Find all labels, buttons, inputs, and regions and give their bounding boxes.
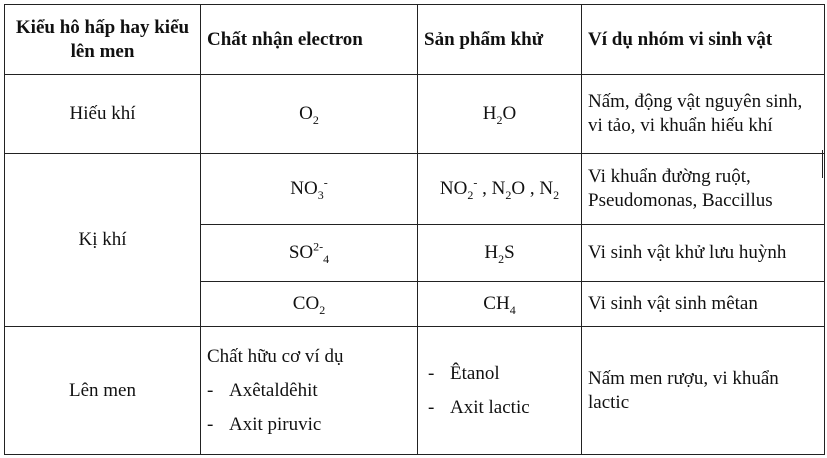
list-item: - Axit piruvic — [207, 413, 322, 435]
table-row — [5, 327, 825, 455]
type-cell: Hiếu khí — [5, 75, 201, 154]
type-cell: Kị khí — [5, 154, 201, 327]
type-cell: Lên men — [5, 327, 201, 455]
header-examples: Ví dụ nhóm vi sinh vật — [582, 5, 825, 75]
product-cell: $H_2S$ — [418, 225, 582, 282]
examples-cell: Nấm, động vật nguyên sinh, vi tảo, vi khuẩn hiếu khí — [582, 75, 825, 154]
list-item: - Êtanol — [428, 362, 500, 384]
header-row — [5, 5, 825, 75]
header-product: Sản phẩm khử — [418, 5, 582, 75]
examples-cell: Vi sinh vật sinh mêtan — [582, 282, 825, 327]
list-item: - Axêtaldêhit — [207, 379, 318, 401]
acceptor-cell: $O_2$ — [201, 75, 418, 154]
acceptor-cell: $SO^{2-}_4$ — [201, 225, 418, 282]
header-acceptor: Chất nhận electron — [201, 5, 418, 75]
examples-cell: Nấm men rượu, vi khuẩn lactic — [582, 327, 825, 455]
acceptor-cell: Chất hữu cơ ví dụ - Axêtaldêhit - Axit piruvic — [201, 327, 418, 455]
examples-cell: Vi sinh vật khử lưu huỳnh — [582, 225, 825, 282]
examples-cell: Vi khuẩn đường ruột, Pseudomonas, Baccillus — [582, 154, 825, 225]
product-cell: $NO_2^-$ , $N_2O$ , $N_2$ — [418, 154, 582, 225]
product-cell: $H_2O$ — [418, 75, 582, 154]
table-row — [5, 154, 825, 225]
text-cursor — [822, 150, 823, 178]
product-cell: $CH_4$ — [418, 282, 582, 327]
table-row — [5, 75, 825, 154]
list-item: - Axit lactic — [428, 396, 530, 418]
respiration-table — [4, 4, 825, 455]
product-cell — [418, 327, 582, 455]
header-type: Kiểu hô hấp hay kiểu lên men — [5, 5, 201, 75]
acceptor-cell: $NO_3^-$ — [201, 154, 418, 225]
acceptor-cell: $CO_2$ — [201, 282, 418, 327]
